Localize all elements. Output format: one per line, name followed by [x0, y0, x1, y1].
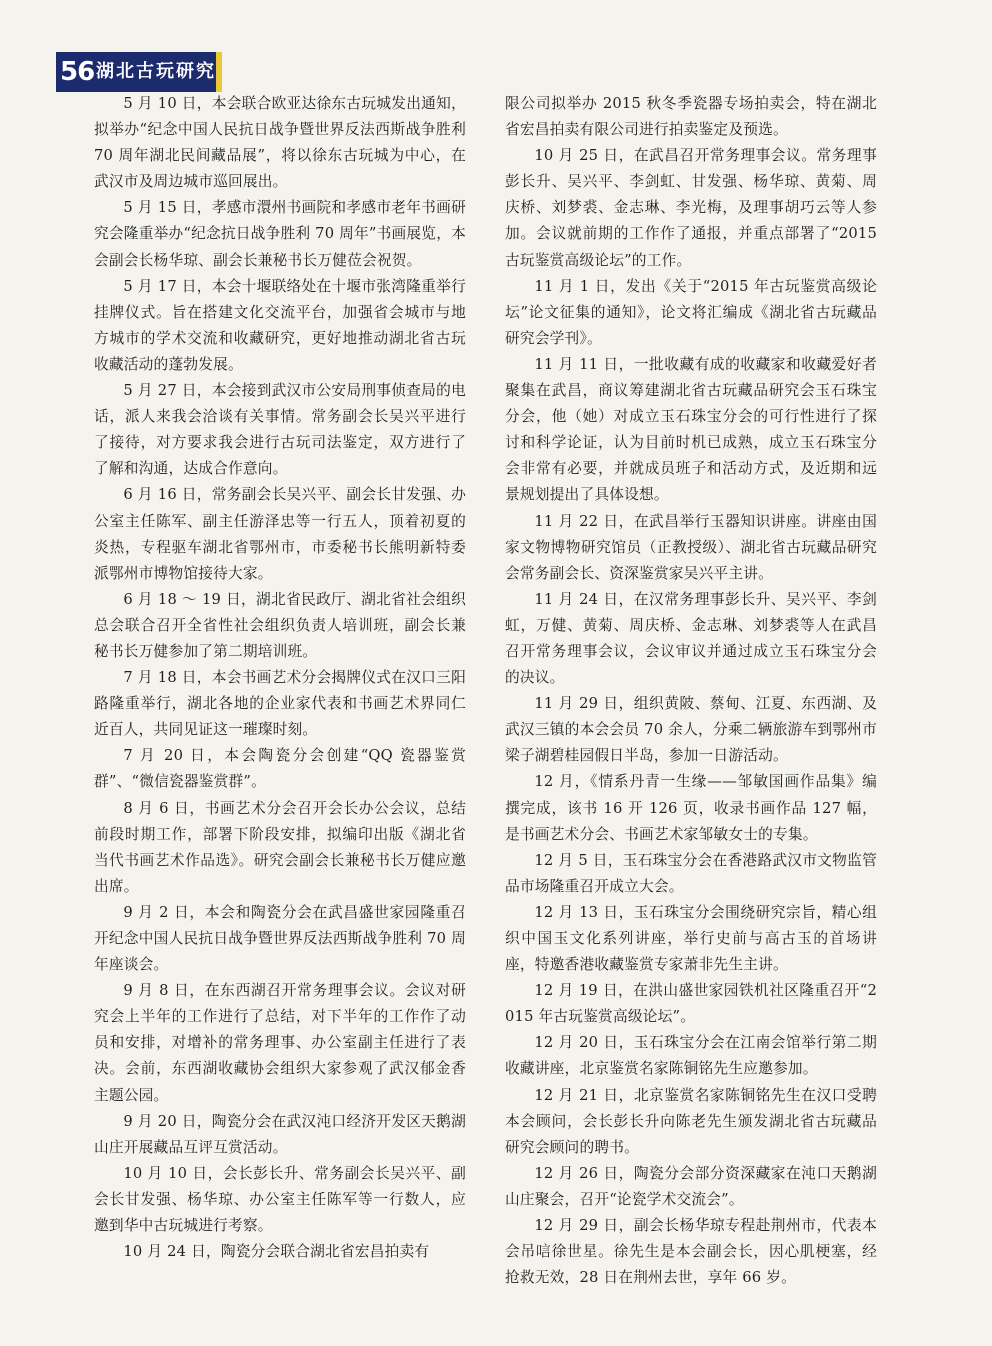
right-column — [505, 91, 877, 1291]
paragraph: 11 月 22 日，在武昌举行玉器知识讲座。讲座由国家文物博物研究馆员（正教授级）、湖北省古玩藏品研究会常务副会长、资深鉴赏家吴兴平主讲。 — [505, 512, 877, 582]
paragraph: 5 月 15 日，孝感市澴州书画院和孝感市老年书画研究会隆重举办“纪念抗日战争胜利 70 周年”书画展览，本会副会长杨华琼、副会长兼秘书长万健莅会祝贺。 — [94, 199, 466, 269]
paragraph: 11 月 24 日，在汉常务理事彭长升、吴兴平、李剑虹，万健、黄菊、周庆桥、金志琳、刘梦裘等人在武昌召开常务理事会议，会议审议并通过成立玉石珠宝分会的决议。 — [505, 590, 877, 687]
paragraph: 8 月 6 日，书画艺术分会召开会长办公会议，总结前段时期工作，部署下阶段安排，拟编印出版《湖北省当代书画艺术作品选》。研究会副会长兼秘书长万健应邀出席。 — [94, 799, 466, 895]
paragraph: 9 月 8 日，在东西湖召开常务理事会议。会议对研究会上半年的工作进行了总结，对下半年的工作作了动员和安排，对增补的常务理事、办公室副主任进行了表决。会前，东西湖收藏协会组织大家参观了武汉郁金香主题公园。 — [94, 982, 466, 1104]
paragraph: 12 月，《情系丹青一生缘——邹敏国画作品集》编撰完成，该书 16 开 126 页，收录书画作品 127 幅，是书画艺术分会、书画艺术家邹敏女士的专集。 — [505, 773, 877, 843]
paragraph: 5 月 17 日，本会十堰联络处在十堰市张湾隆重举行挂牌仪式。旨在搭建文化交流平台，加强省会城市与地方城市的学术交流和收藏研究，更好地推动湖北省古玩收藏活动的蓬勃发展。 — [94, 277, 466, 373]
paragraph: 12 月 26 日，陶瓷分会部分资深藏家在沌口天鹅湖山庄聚会，召开“论瓷学术交流会”。 — [505, 1164, 877, 1208]
paragraph: 6 月 16 日，常务副会长吴兴平、副会长甘发强、办公室主任陈军、副主任游泽忠等一行五人，顶着初夏的炎热，专程驱车湖北省鄂州市，市委秘书长熊明新特委派鄂州市博物馆接待大家。 — [94, 486, 466, 582]
paragraph: 5 月 27 日，本会接到武汉市公安局刑事侦查局的电话，派人来我会洽谈有关事情。常务副会长吴兴平进行了接待，对方要求我会进行古玩司法鉴定，双方进行了了解和沟通，达成合作意向。 — [94, 382, 466, 478]
journal-title: 湖北古玩研究 — [96, 61, 216, 82]
paragraph: 12 月 21 日，北京鉴赏名家陈铜铭先生在汉口受聘本会顾问，会长彭长升向陈老先生颁发湖北省古玩藏品研究会顾问的聘书。 — [505, 1086, 877, 1156]
page-number: 56 — [60, 57, 95, 87]
paragraph: 6 月 18 ～ 19 日，湖北省民政厅、湖北省社会组织总会联合召开全省性社会组织负责人培训班，副会长兼秘书长万健参加了第二期培训班。 — [94, 590, 466, 660]
paragraph: 7 月 20 日，本会陶瓷分会创建“QQ 瓷器鉴赏群”、“微信瓷器鉴赏群”。 — [94, 747, 466, 791]
paragraph: 5 月 10 日，本会联合欧亚达徐东古玩城发出通知，拟举办“纪念中国人民抗日战争暨世界反法西斯战争胜利 70 周年湖北民间藏品展”，将以徐东古玩城为中心，在武汉市及周边城市巡回展出。 — [94, 95, 466, 191]
paragraph: 9 月 2 日，本会和陶瓷分会在武昌盛世家园隆重召开纪念中国人民抗日战争暨世界反法西斯战争胜利 70 周年座谈会。 — [94, 903, 466, 974]
paragraph: 11 月 11 日，一批收藏有成的收藏家和收藏爱好者聚集在武昌，商议筹建湖北省古玩藏品研究会玉石珠宝分会，他（她）对成立玉石珠宝分会的可行性进行了探讨和科学论证，认为目前时机已成熟，成立玉石珠宝分会非常有必要，并就成员班子和活动方式，及近期和远景规划提出了具体设想。 — [505, 355, 877, 504]
paragraph: 12 月 20 日，玉石珠宝分会在江南会馆举行第二期收藏讲座，北京鉴赏名家陈铜铭先生应邀参加。 — [505, 1034, 877, 1078]
paragraph-continued: 限公司拟举办 2015 秋冬季瓷器专场拍卖会，特在湖北省宏昌拍卖有限公司进行拍卖鉴定及预选。 — [505, 95, 877, 139]
paragraph: 11 月 29 日，组织黄陂、蔡甸、江夏、东西湖、及武汉三镇的本会会员 70 余人，分乘二辆旅游车到鄂州市梁子湖碧桂园假日半岛，参加一日游活动。 — [505, 695, 877, 765]
paragraph: 7 月 18 日，本会书画艺术分会揭牌仪式在汉口三阳路隆重举行，湖北各地的企业家代表和书画艺术界同仁近百人，共同见证这一璀璨时刻。 — [94, 669, 466, 739]
paragraph: 9 月 20 日，陶瓷分会在武汉沌口经济开发区天鹅湖山庄开展藏品互评互赏活动。 — [94, 1112, 466, 1156]
paragraph: 12 月 29 日，副会长杨华琼专程赴荆州市，代表本会吊唁徐世星。徐先生是本会副会长，因心肌梗塞，经抢救无效，28 日在荆州去世，享年 66 岁。 — [505, 1217, 877, 1287]
paragraph: 10 月 24 日，陶瓷分会联合湖北省宏昌拍卖有 — [123, 1243, 430, 1261]
paragraph: 12 月 13 日，玉石珠宝分会围绕研究宗旨，精心组织中国玉文化系列讲座，举行史前与高古玉的首场讲座，特邀香港收藏鉴赏专家萧非先生主讲。 — [505, 903, 877, 974]
paragraph: 11 月 1 日，发出《关于“2015 年古玩鉴赏高级论坛”论文征集的通知》，论文将汇编成《湖北省古玩藏品研究会学刊》。 — [505, 277, 877, 347]
paragraph: 10 月 10 日，会长彭长升、常务副会长吴兴平、副会长甘发强、杨华琼、办公室主任陈军等一行数人，应邀到华中古玩城进行考察。 — [94, 1164, 466, 1235]
paragraph: 12 月 5 日，玉石珠宝分会在香港路武汉市文物监管品市场隆重召开成立大会。 — [505, 851, 877, 895]
paragraph: 12 月 19 日，在洪山盛世家园铁机社区隆重召开“2015 年古玩鉴赏高级论坛”。 — [505, 982, 877, 1026]
left-column — [94, 91, 466, 1265]
paragraph: 10 月 25 日，在武昌召开常务理事会议。常务理事彭长升、吴兴平、李剑虹、甘发强、杨华琼、黄菊、周庆桥、刘梦裘、金志琳、李光梅，及理事胡巧云等人参加。会议就前期的工作作了通报，并重点部署了“2015 古玩鉴赏高级论坛”的工作。 — [505, 147, 877, 269]
